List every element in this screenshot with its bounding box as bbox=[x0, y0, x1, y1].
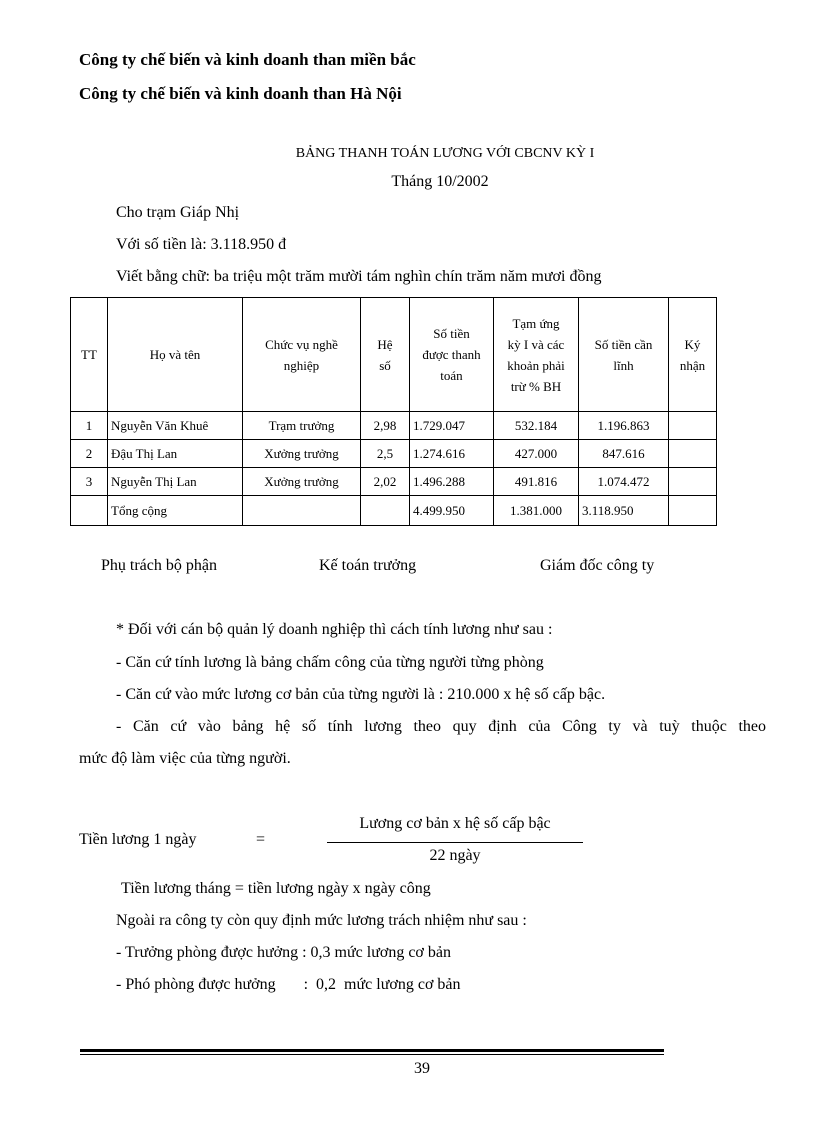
cell-coefficient: 2,02 bbox=[361, 468, 410, 496]
page-number: 39 bbox=[414, 1060, 430, 1077]
signature-accountant: Kế toán trưởng bbox=[319, 557, 417, 574]
amount-line: Với số tiền là: 3.118.950 đ bbox=[116, 236, 287, 253]
cell-coefficient: 2,5 bbox=[361, 440, 410, 468]
cell-paid: 1.729.047 bbox=[410, 412, 494, 440]
cell-name: Nguyễn Thị Lan bbox=[108, 468, 243, 496]
cell-position: Trạm trưởng bbox=[243, 412, 361, 440]
body-line: - Phó phòng được hưởng : 0,2 mức lương cơ bản bbox=[116, 976, 461, 993]
cell-position: Xưởng trưởng bbox=[243, 440, 361, 468]
document-title: BẢNG THANH TOÁN LƯƠNG VỚI CBCNV KỲ I bbox=[295, 146, 595, 161]
cell-sign bbox=[669, 412, 717, 440]
cell-receive: 1.074.472 bbox=[579, 468, 669, 496]
header-sign: Ký nhận bbox=[669, 298, 717, 412]
header-position: Chức vụ nghề nghiệp bbox=[243, 298, 361, 412]
cell-advance: 491.816 bbox=[494, 468, 579, 496]
signature-director: Giám đốc công ty bbox=[540, 557, 655, 574]
cell-position bbox=[243, 496, 361, 526]
cell-total-receive: 3.118.950 bbox=[579, 496, 669, 526]
body-paragraph: - Căn cứ vào bảng hệ số tính lương theo quy định của Công ty và tuỳ thuộc theo bbox=[116, 718, 766, 735]
cell-position: Xưởng trưởng bbox=[243, 468, 361, 496]
body-line: Ngoài ra công ty còn quy định mức lương trách nhiệm như sau : bbox=[116, 912, 527, 929]
document-month: Tháng 10/2002 bbox=[391, 173, 489, 190]
cell-coefficient: 2,98 bbox=[361, 412, 410, 440]
body-paragraph: - Căn cứ tính lương là bảng chấm công của từng người từng phòng bbox=[116, 654, 544, 671]
cell-coefficient bbox=[361, 496, 410, 526]
cell-tt: 1 bbox=[71, 412, 108, 440]
header-advance: Tạm ứng kỳ I và các khoản phải trừ % BH bbox=[494, 298, 579, 412]
table-header-row bbox=[71, 298, 717, 412]
payroll-table bbox=[70, 297, 717, 526]
header-tt: TT bbox=[71, 298, 108, 412]
cell-tt: 2 bbox=[71, 440, 108, 468]
table-total-row bbox=[71, 496, 717, 526]
amount-words-line: Viết bằng chữ: ba triệu một trăm mười tám nghìn chín trăm năm mươi đồng bbox=[116, 268, 602, 285]
company-name-branch: Công ty chế biến và kinh doanh than Hà Nội bbox=[79, 84, 402, 103]
cell-tt bbox=[71, 496, 108, 526]
header-name: Họ và tên bbox=[108, 298, 243, 412]
cell-advance: 532.184 bbox=[494, 412, 579, 440]
formula-denominator: 22 ngày bbox=[429, 847, 481, 864]
formula-fraction-line bbox=[327, 842, 583, 843]
header-receive: Số tiền cần lĩnh bbox=[579, 298, 669, 412]
cell-name: Nguyễn Văn Khuê bbox=[108, 412, 243, 440]
body-paragraph-continued: mức độ làm việc của từng người. bbox=[79, 750, 291, 767]
table-row bbox=[71, 412, 717, 440]
cell-receive: 1.196.863 bbox=[579, 412, 669, 440]
cell-sign bbox=[669, 468, 717, 496]
body-line: Tiền lương tháng = tiền lương ngày x ngày công bbox=[121, 880, 431, 897]
body-paragraph: - Căn cứ vào mức lương cơ bản của từng người là : 210.000 x hệ số cấp bậc. bbox=[116, 686, 606, 703]
cell-paid: 1.496.288 bbox=[410, 468, 494, 496]
formula-numerator: Lương cơ bản x hệ số cấp bậc bbox=[359, 815, 551, 832]
company-name-parent: Công ty chế biến và kinh doanh than miền bắc bbox=[79, 50, 416, 69]
cell-paid: 1.274.616 bbox=[410, 440, 494, 468]
body-paragraph: * Đối với cán bộ quản lý doanh nghiệp thì cách tính lương như sau : bbox=[116, 621, 553, 638]
station-line: Cho trạm Giáp Nhị bbox=[116, 204, 240, 221]
cell-receive: 847.616 bbox=[579, 440, 669, 468]
cell-total-advance: 1.381.000 bbox=[494, 496, 579, 526]
cell-advance: 427.000 bbox=[494, 440, 579, 468]
footer-rule bbox=[80, 1054, 664, 1055]
cell-sign bbox=[669, 496, 717, 526]
body-line: - Trưởng phòng được hưởng : 0,3 mức lương cơ bản bbox=[116, 944, 451, 961]
formula-equals: = bbox=[256, 831, 266, 848]
table-row bbox=[71, 440, 717, 468]
cell-sign bbox=[669, 440, 717, 468]
cell-name: Đậu Thị Lan bbox=[108, 440, 243, 468]
cell-total-paid: 4.499.950 bbox=[410, 496, 494, 526]
header-coefficient: Hệ số bbox=[361, 298, 410, 412]
header-paid: Số tiền được thanh toán bbox=[410, 298, 494, 412]
formula-label: Tiền lương 1 ngày bbox=[79, 831, 197, 848]
cell-tt: 3 bbox=[71, 468, 108, 496]
signature-dept: Phụ trách bộ phận bbox=[101, 557, 217, 574]
table-row bbox=[71, 468, 717, 496]
footer-rule bbox=[80, 1049, 664, 1052]
cell-total-label: Tổng cộng bbox=[108, 496, 243, 526]
